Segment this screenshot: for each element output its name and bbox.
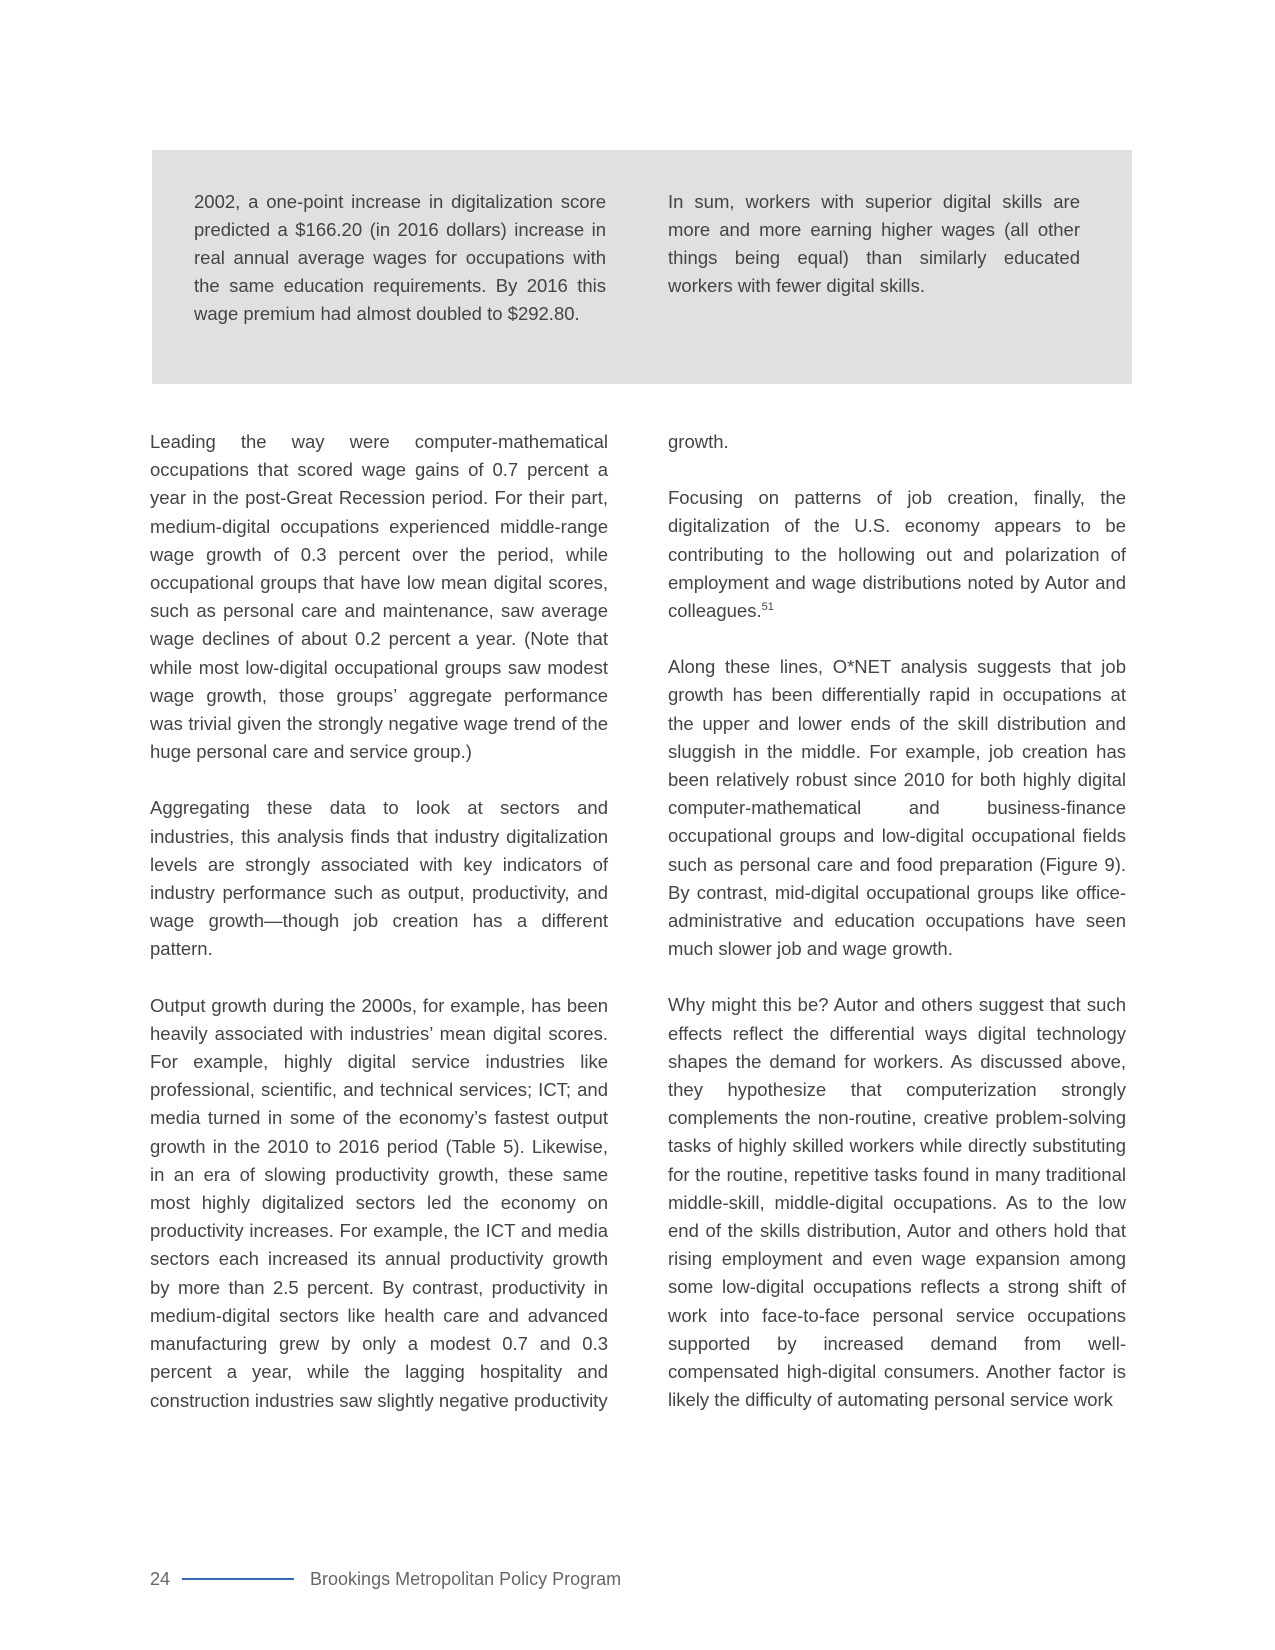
page-number: 24 xyxy=(150,1568,171,1589)
footer-rule xyxy=(182,1578,294,1580)
paragraph: Leading the way were computer-mathematical occupations that scored wage gains of 0.7 percent a year in the post-Great Recession period. For their part, medium-digital occupations experienced middle-range wage growth of 0.3 percent over the period, while occupational groups that have low mean digital scores, such as personal care and maintenance, saw average wage declines of about 0.2 percent a year. (Note that while most low-digital occupational groups saw modest wage growth, those groups’ aggregate performance was trivial given the strongly negative wage trend of the huge personal care and service group.) xyxy=(150,431,608,763)
paragraph: Output growth during the 2000s, for example, has been heavily associated with industries’ mean digital scores. For example, highly digital service industries like professional, scientific, and technical services; ICT; and media turned in some of the economy’s fastest output growth in the 2010 to 2016 period (Table 5). Likewise, in an era of slowing productivity growth, these same most highly digitalized sectors led the economy on productivity increases. For example, the ICT and media sectors each increased its annual productivity growth by more than 2.5 percent. By contrast, productivity in medium-digital sectors like health care and advanced manufacturing grew by only a modest 0.7 and 0.3 percent a year, while the lagging hospitality and construction industries saw slightly negative productivity xyxy=(150,994,608,1411)
callout-left-text: 2002, a one-point increase in digitalization score predicted a $166.20 (in 2016 dollars) increase in real annual average wages for occupations with the same education requirements. By 2016 this wage premium had almost doubled to $292.80. xyxy=(194,191,606,324)
body-left-column xyxy=(150,428,608,1443)
footnote-marker[interactable]: 51 xyxy=(761,601,774,614)
paragraph: Aggregating these data to look at sectors and industries, this analysis finds that industry digitalization levels are strongly associated with key indicators of industry performance such as output, productivity, and wage growth—though job creation has a different pattern. xyxy=(150,797,608,960)
paragraph-with-footnote xyxy=(668,484,1126,625)
paragraph-text: Focusing on patterns of job creation, finally, the digitalization of the U.S. economy appears to be contributing to the hollowing out and polarization of employment and wage distributions noted by Autor and colleagues. xyxy=(668,487,1126,622)
callout-box xyxy=(152,150,1132,384)
page-footer xyxy=(150,1566,621,1592)
paragraph: Why might this be? Autor and others suggest that such effects reflect the differential ways digital technology shapes the demand for workers. As discussed above, they hypothesize that computerization strongly complements the non-routine, creative problem-solving tasks of highly skilled workers while directly substituting for the routine, repetitive tasks found in many traditional middle-skill, middle-digital occupations. As to the low end of the skills distribution, Autor and others hold that rising employment and even wage expansion among some low-digital occupations reflects a strong shift of work into face-to-face personal service occupations supported by increased demand from well-compensated high-digital consumers. Another factor is likely the difficulty of automating personal service work xyxy=(668,994,1126,1411)
body-right-column xyxy=(668,428,1126,1443)
paragraph: growth. xyxy=(668,431,729,452)
publisher-name: Brookings Metropolitan Policy Program xyxy=(310,1568,622,1589)
callout-right-text: In sum, workers with superior digital skills are more and more earning higher wages (all other things being equal) than similarly educated workers with fewer digital skills. xyxy=(668,191,1080,296)
paragraph: Along these lines, O*NET analysis suggests that job growth has been differentially rapid in occupations at the upper and lower ends of the skill distribution and sluggish in the middle. For example, job creation has been relatively robust since 2010 for both highly digital computer-mathematical and business-finance occupational groups and low-digital occupational fields such as personal care and food preparation (Figure 9). By contrast, mid-digital occupational groups like office-administrative and education occupations have seen much slower job and wage growth. xyxy=(668,656,1126,960)
